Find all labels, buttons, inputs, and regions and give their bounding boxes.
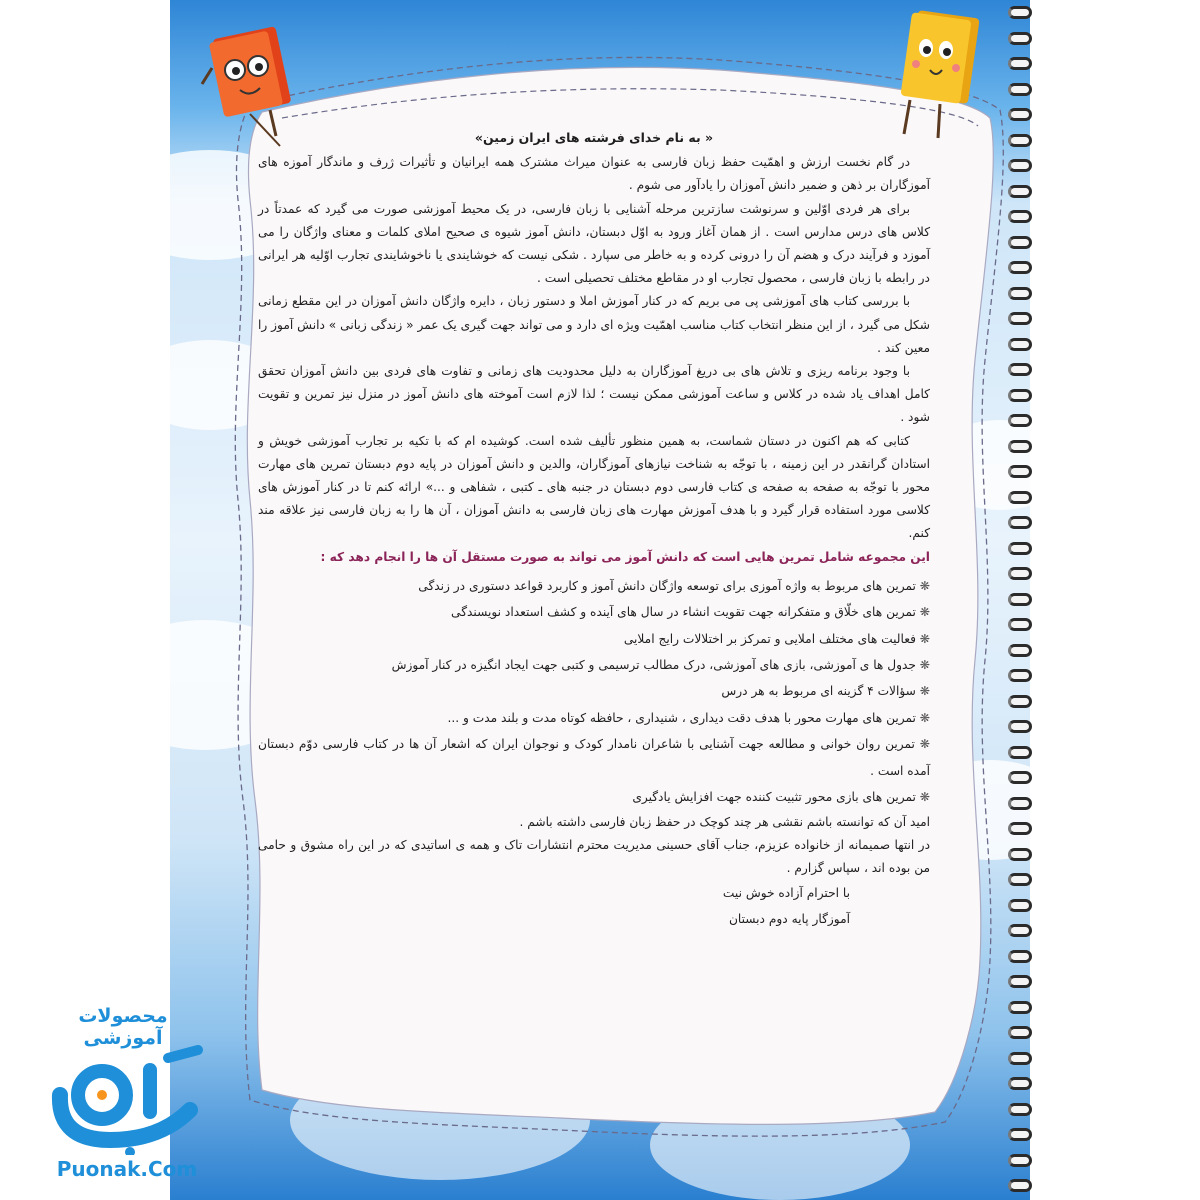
spiral-ring <box>1008 567 1032 580</box>
spiral-ring <box>1008 32 1032 45</box>
spiral-ring <box>1008 6 1032 19</box>
spiral-ring <box>1008 491 1032 504</box>
book-character-icon <box>890 4 990 144</box>
paragraph: با وجود برنامه ریزی و تلاش های بی دریغ آموزگاران به دلیل محدودیت های زمانی و تفاوت های فردی بین دانش آموزان تحقق کامل اهداف یاد شده در کلاس و ساعت آموزشی ممکن نیست ؛ لذا لازم است آموخته های دانش آموز در منزل نیز تمرین و تقویت شود . <box>258 364 930 425</box>
list-item: ❋ تمرین های مهارت محور با هدف دقت دیداری ، شنیداری ، حافظه کوتاه مدت و بلند مدت و ... <box>258 705 930 731</box>
spiral-ring <box>1008 287 1032 300</box>
spiral-ring <box>1008 1103 1032 1116</box>
spiral-ring <box>1008 924 1032 937</box>
spiral-ring <box>1008 1026 1032 1039</box>
spiral-ring <box>1008 363 1032 376</box>
list-item: ❋ جدول ها ی آموزشی، بازی های آموزشی، درک مطالب ترسیمی و کتبی جهت ایجاد انگیزه در کنار آموزش <box>258 652 930 678</box>
closing-line: در انتها صمیمانه از خانواده عزیزم، جناب آقای حسینی مدیریت محترم انتشارات تاک و همه ی اساتیدی که در این راه مشوق و حامی من بوده اند ، سپاس گزارم . <box>258 837 930 875</box>
signature-name: با احترام آزاده خوش نیت <box>722 886 850 901</box>
exercise-list <box>258 573 930 811</box>
closing-line: امید آن که توانسته باشم نقشی هر چند کوچک در حفظ زبان فارسی داشته باشم . <box>519 814 930 829</box>
spiral-ring <box>1008 720 1032 733</box>
list-item: ❋ فعالیت های مختلف املایی و تمرکز بر اختلالات رایج املایی <box>258 626 930 652</box>
spiral-ring <box>1008 593 1032 606</box>
spiral-ring <box>1008 108 1032 121</box>
logo-url: Puonak.Com <box>56 1157 198 1181</box>
highlight-paragraph: این مجموعه شامل تمرین هایی است که دانش آموز می تواند به صورت مستقل آن ها را انجام دهد که : <box>320 549 930 564</box>
spiral-ring <box>1008 950 1032 963</box>
puonak-logo <box>40 1040 210 1155</box>
spiral-ring <box>1008 644 1032 657</box>
spiral-ring <box>1008 1179 1032 1192</box>
spiral-ring <box>1008 185 1032 198</box>
spiral-ring <box>1008 57 1032 70</box>
spiral-ring <box>1008 873 1032 886</box>
spiral-ring <box>1008 848 1032 861</box>
list-item: ❋ تمرین روان خوانی و مطالعه جهت آشنایی با شاعران نامدار کودک و نوجوان ایران که اشعار آن ها در کتاب فارسی دوّم دبستان آمده است . <box>258 731 930 784</box>
spiral-ring <box>1008 338 1032 351</box>
preface-text <box>258 126 930 932</box>
paragraph: با بررسی کتاب های آموزشی پی می بریم که در کنار آموزش املا و دستور زبان ، دایره واژگان دانش آموزان در این مقطع زمانی شکل می گیرد ، از این منظر انتخاب کتاب مناسب اهمّیت ویژه ای دارد و می تواند جهت گیری یک عمر « زندگی زبانی » دانش آموز را معین کند . <box>258 294 930 355</box>
paragraph: برای هر فردی اوّلین و سرنوشت سازترین مرحله آشنایی با زبان فارسی، در یک محیط آموزشی صورت می گیرد که عمدتاً در کلاس های درس مدارس است . از همان آغاز ورود به اوّل دبستان، دانش آموز شیوه ی صحیح املای کلمات و معنای واژگان را می آموزد و فرآیند درک و هضم آن را درونی کرده و به خاطر می سپارد . شکی نیست که خوشایندی یا ناخوشایندی تجارب اوّلیه هر ایرانی در رابطه با زبان فارسی ، محصول تجارب او در مقاطع مختلف تحصیلی است . <box>258 201 930 286</box>
spiral-ring <box>1008 210 1032 223</box>
spiral-ring <box>1008 414 1032 427</box>
spiral-ring <box>1008 389 1032 402</box>
spiral-ring <box>1008 1128 1032 1141</box>
list-item: ❋ تمرین های بازی محور تثبیت کننده جهت افزایش یادگیری <box>258 784 930 810</box>
list-item: ❋ تمرین های مربوط به واژه آموزی برای توسعه واژگان دانش آموز و کاربرد قواعد دستوری در زندگی <box>258 573 930 599</box>
spiral-ring <box>1008 746 1032 759</box>
preface-title: « به نام خدای فرشته های ایران زمین» <box>474 130 714 145</box>
spiral-ring <box>1008 465 1032 478</box>
spiral-ring <box>1008 261 1032 274</box>
spiral-ring <box>1008 618 1032 631</box>
spiral-ring <box>1008 159 1032 172</box>
spiral-ring <box>1008 236 1032 249</box>
spiral-ring <box>1008 83 1032 96</box>
list-item: ❋ سؤالات ۴ گزینه ای مربوط به هر درس <box>258 678 930 704</box>
spiral-ring <box>1008 899 1032 912</box>
paragraph: در گام نخست ارزش و اهمّیت حفظ زبان فارسی به عنوان میراث مشترک همه ایرانیان و تأثیرات ژرف و ماندگار آموزه های آموزگاران بر ذهن و ضمیر دانش آموزان را یادآور می شوم . <box>258 155 930 193</box>
spiral-ring <box>1008 1154 1032 1167</box>
spiral-ring <box>1008 134 1032 147</box>
spiral-ring <box>1008 1001 1032 1014</box>
spiral-ring <box>1008 771 1032 784</box>
spiral-ring <box>1008 1077 1032 1090</box>
spiral-ring <box>1008 695 1032 708</box>
spiral-ring <box>1008 822 1032 835</box>
spiral-ring <box>1008 312 1032 325</box>
spiral-ring <box>1008 1052 1032 1065</box>
spiral-ring <box>1008 542 1032 555</box>
spiral-ring <box>1008 797 1032 810</box>
spiral-ring <box>1008 975 1032 988</box>
list-item: ❋ تمرین های خلّاق و متفکرانه جهت تقویت انشاء در سال های آینده و کشف استعداد نویسندگی <box>258 599 930 625</box>
paragraph: کتابی که هم اکنون در دستان شماست، به همین منظور تألیف شده است. کوشیده ام که با تکیه بر تجارب آموزشی خویش و استادان گرانقدر در این زمینه ، با توجّه به شناخت نیازهای آموزگاران، والدین و دانش آموزان در پایه دوم دبستان تمرین های مهارت محور با توجّه به صفحه به صفحه ی کتاب فارسی دوم دبستان در جنبه های ـ کتبی ، شفاهی و ...» ارائه کنم تا در کنار آموزش های کلاسی مورد استفاده قرار گیرد و با هدف آموزش مهارت های زبان فارسی به دانش آموزان ، آن ها را به زبان فارسی نیز علاقه مند کنم. <box>258 433 930 541</box>
spiral-ring <box>1008 440 1032 453</box>
spiral-binding <box>1008 0 1030 1200</box>
spiral-ring <box>1008 669 1032 682</box>
spiral-ring <box>1008 516 1032 529</box>
signature-title: آموزگار پایه دوم دبستان <box>728 912 850 927</box>
logo-tagline: محصولات آموزشی <box>78 1005 168 1049</box>
